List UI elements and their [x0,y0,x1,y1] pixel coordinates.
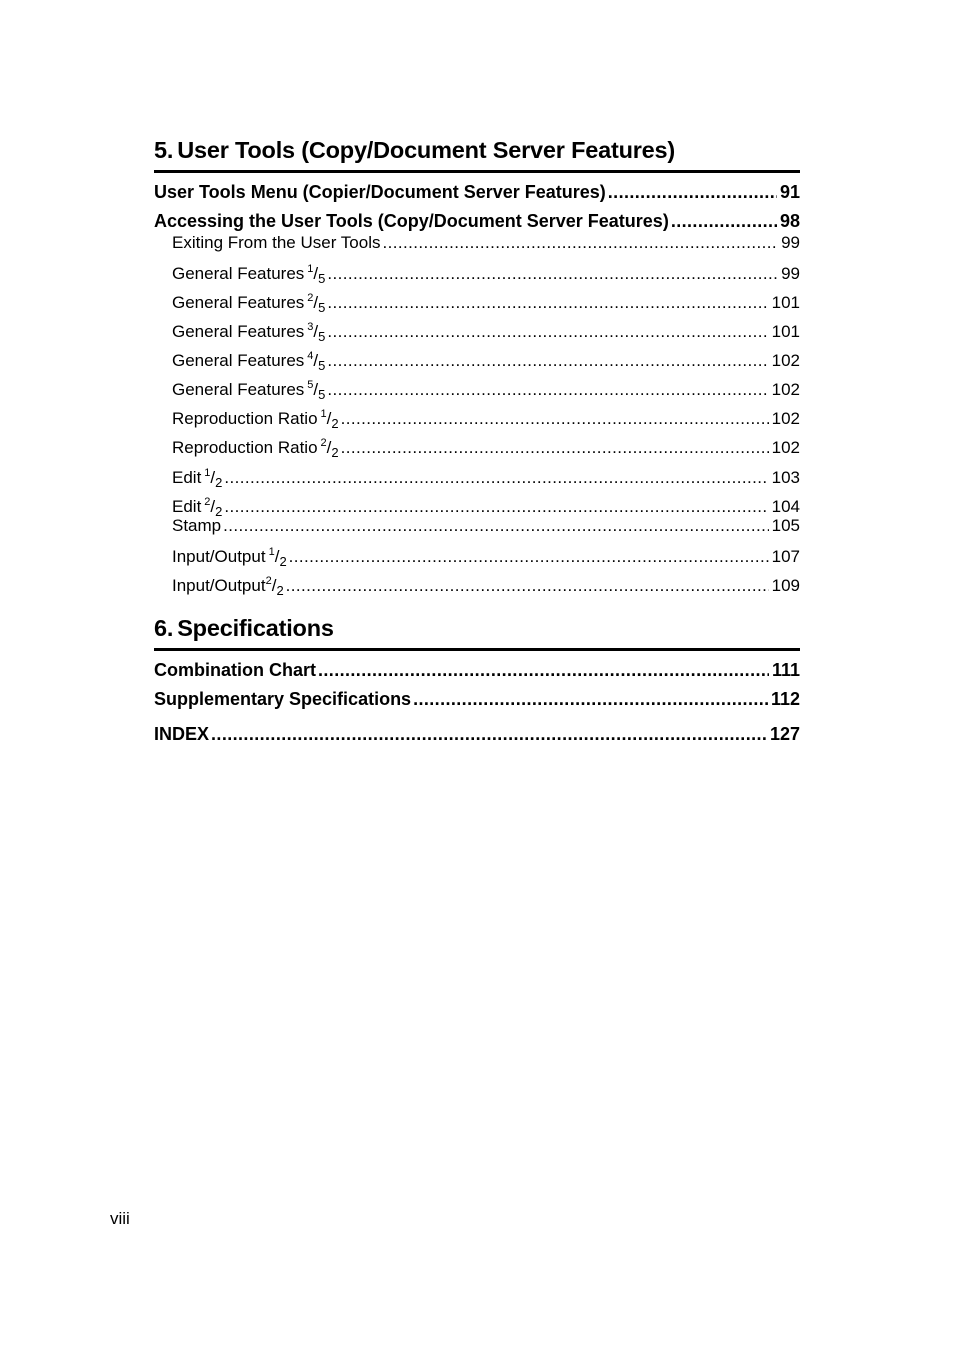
chapter-title: User Tools (Copy/Document Server Features) [177,137,676,163]
dot-leader [327,350,768,372]
toc-page-number: 103 [771,468,800,487]
toc-entry-label: Supplementary Specifications [154,689,412,709]
toc-page-number: 105 [771,516,800,535]
toc-subentry[interactable] [172,541,800,573]
toc-entry-label: Stamp [172,516,222,535]
dot-leader [318,659,769,681]
toc-page-number: 91 [779,182,800,202]
toc-page-number: 111 [771,660,800,680]
dot-leader [608,181,777,203]
toc-page-number: 101 [771,293,800,312]
toc-entry[interactable] [154,181,800,203]
chapter-5-heading [154,136,800,173]
toc-page-number: 102 [771,380,800,399]
toc-entry-label: General Features $^1/_5$ [172,263,326,286]
toc-entry[interactable] [154,210,800,232]
toc-entry-label: INDEX [154,724,210,744]
toc-page-number: 101 [771,322,800,341]
toc-subentry[interactable] [172,232,800,254]
toc-entry-label: Exiting From the User Tools [172,233,381,252]
dot-leader [327,321,768,343]
toc-page-number: 99 [781,233,800,252]
toc-entry-label: General Features $^2/_5$ [172,292,326,315]
toc-subentry[interactable] [172,515,800,537]
chapter-number: 5. [154,137,174,163]
dot-leader [223,515,768,537]
dot-leader [382,232,778,254]
chapter-title: Specifications [177,615,334,641]
toc-subentry[interactable] [172,345,800,377]
toc-subentry[interactable] [172,403,800,435]
toc-entry-label: Reproduction Ratio $^2/_2$ [172,437,339,460]
dot-leader [413,688,768,710]
toc-entry-label: Input/$Output^2/_2$ [172,575,284,598]
dot-leader [341,437,769,459]
toc-entry[interactable] [154,688,800,710]
toc-page-number: 109 [771,576,800,595]
toc-entry-label: Accessing the User Tools (Copy/Document Server Features) [154,211,669,231]
toc-page-number: 104 [771,497,800,516]
dot-leader [327,292,768,314]
toc-subentry[interactable] [172,462,800,494]
toc-page-number: 107 [771,547,800,566]
dot-leader [224,467,768,489]
dot-leader [327,263,778,285]
toc-entry-label: Reproduction Ratio $^1/_2$ [172,408,339,431]
dot-leader [211,723,767,745]
chapter-number: 6. [154,615,174,641]
toc-entry-label: General Features $^5/_5$ [172,379,326,402]
toc-page-number: 99 [781,264,800,283]
toc-entry-label: Input/Output $^1/_2$ [172,546,287,569]
toc-page-number: 112 [770,689,800,709]
toc-entry-label: Edit $^2/_2$ [172,496,223,519]
toc-page-number: 98 [779,211,800,231]
dot-leader [671,210,777,232]
toc-page-number: 127 [769,724,800,744]
toc-entry-label: Edit $^1/_2$ [172,467,223,490]
toc-subentry[interactable] [172,287,800,319]
dot-leader [286,575,769,597]
toc-subentry[interactable] [172,570,800,602]
toc-page-number: 102 [771,351,800,370]
toc-entry-label: General Features $^3/_5$ [172,321,326,344]
dot-leader [289,546,769,568]
toc-subentry[interactable] [172,374,800,406]
toc-subentry[interactable] [172,316,800,348]
toc-entry-label: Combination Chart [154,660,316,680]
toc-entry-label: User Tools Menu (Copier/Document Server Features) [154,182,606,202]
footer-page-number: viii [110,1209,130,1228]
toc-subentry[interactable] [172,432,800,464]
toc-subentry[interactable] [172,258,800,290]
toc-entry-index[interactable] [154,723,800,745]
toc-entry[interactable] [154,659,800,681]
chapter-6-heading [154,614,800,651]
toc-page-number: 102 [771,438,800,457]
toc-page-number: 102 [771,409,800,428]
dot-leader [327,379,768,401]
dot-leader [341,408,769,430]
toc-entry-label: General Features $^4/_5$ [172,350,326,373]
